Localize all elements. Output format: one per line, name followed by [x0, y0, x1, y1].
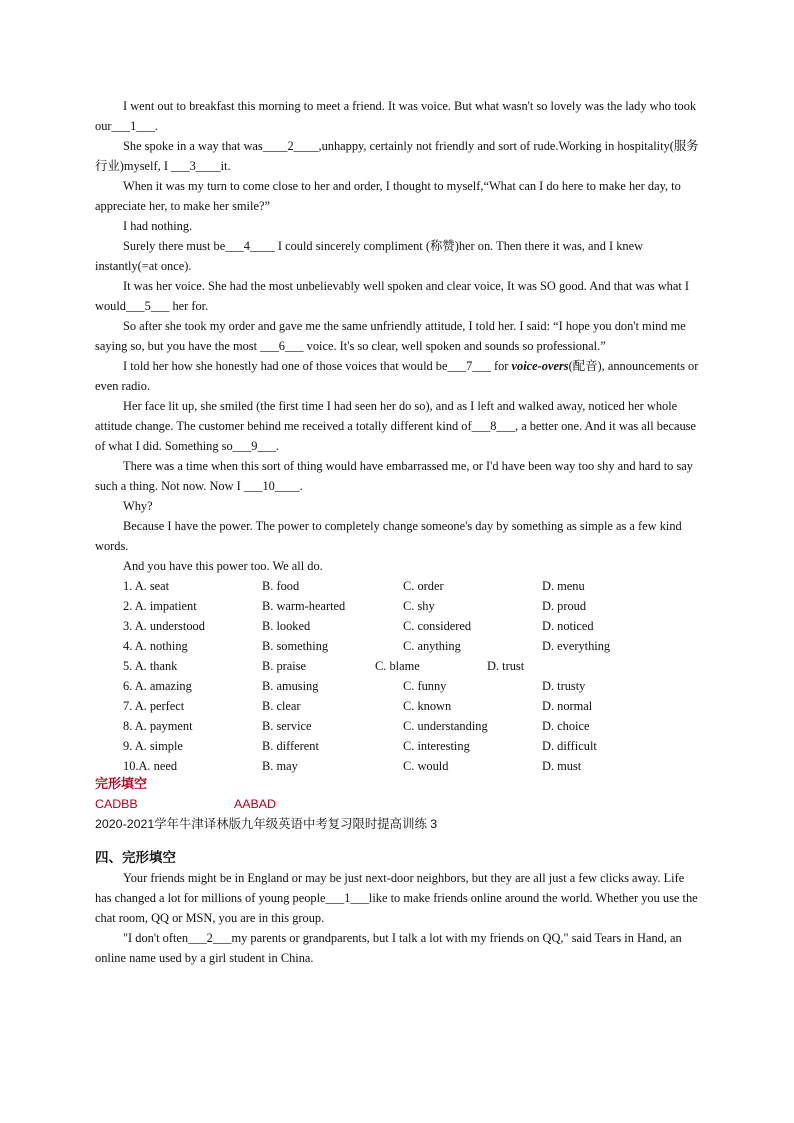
- option-row: [95, 696, 700, 716]
- option-row: [95, 576, 700, 596]
- answer-header: 完形填空: [95, 777, 148, 792]
- option-row: [95, 736, 700, 756]
- option-c: C. considered: [403, 619, 472, 633]
- option-c: C. known: [403, 699, 452, 713]
- option-b: B. praise: [262, 659, 307, 673]
- option-a: 1. A. seat: [123, 579, 170, 593]
- paragraph: And you have this power too. We all do.: [123, 559, 323, 573]
- option-d: D. trusty: [542, 679, 586, 693]
- bold-term: voice-overs: [511, 359, 569, 373]
- passage-1: [95, 96, 700, 576]
- document-page: [95, 96, 700, 968]
- option-row: [95, 636, 700, 656]
- paragraph: Your friends might be in England or may be just next-door neighbors, but they are all just a few clicks away. Life has changed a lot for millions of young people___1___like to make friends online around the world. Whether you use the chat room, QQ or MSN, you are in this group.: [95, 871, 698, 925]
- option-c: C. blame: [375, 659, 420, 673]
- paragraph: Surely there must be___4____ I could sincerely compliment (称赞)her on. Then there it was, and I knew instantly(=at once).: [95, 239, 644, 273]
- option-d: D. proud: [542, 599, 587, 613]
- option-d: D. trust: [487, 659, 525, 673]
- option-a: 7. A. perfect: [123, 699, 185, 713]
- option-a: 2. A. impatient: [123, 599, 197, 613]
- paragraph: Because I have the power. The power to completely change someone's day by something as simple as a few kind words.: [95, 519, 682, 553]
- option-d: D. difficult: [542, 739, 597, 753]
- option-b: B. amusing: [262, 679, 319, 693]
- paragraph: When it was my turn to come close to her and order, I thought to myself,“What can I do here to make her day, to appreciate her, to make her smile?”: [95, 179, 681, 213]
- paragraph: "I don't often___2___my parents or grandparents, but I talk a lot with my friends on QQ," said Tears in Hand, an online name used by a girl student in China.: [95, 931, 682, 965]
- option-a: 9. A. simple: [123, 739, 183, 753]
- option-b: B. looked: [262, 619, 311, 633]
- option-c: C. shy: [403, 599, 435, 613]
- option-c: C. order: [403, 579, 444, 593]
- option-d: D. everything: [542, 639, 611, 653]
- section-title: 四、完形填空: [95, 850, 176, 866]
- options-list: [95, 576, 700, 776]
- paragraph: There was a time when this sort of thing would have embarrassed me, or I'd have been way too shy and hard to say such a thing. Not now. Now I ___10____.: [95, 459, 693, 493]
- option-c: C. anything: [403, 639, 461, 653]
- option-row: [95, 676, 700, 696]
- option-a: 5. A. thank: [123, 659, 178, 673]
- paragraph: She spoke in a way that was____2____,unhappy, certainly not friendly and sort of rude.Working in hospitality(服务行业)myself, I ___3____it.: [95, 139, 699, 173]
- option-c: C. interesting: [403, 739, 470, 753]
- option-c: C. understanding: [403, 719, 488, 733]
- option-row: [95, 716, 700, 736]
- paragraph: Her face lit up, she smiled (the first time I had seen her do so), and as I left and walked away, noticed her whole attitude change. The customer behind me received a totally different kind of___8___, a better one. And it was all because of what I did. Something so___9___.: [95, 399, 696, 453]
- option-b: B. warm-hearted: [262, 599, 346, 613]
- paragraph: It was her voice. She had the most unbelievably well spoken and clear voice, It was SO good. And that was what I would___5___ her for.: [95, 279, 690, 313]
- option-a: 10.A. need: [123, 759, 178, 773]
- paragraph-voice-overs: [95, 356, 700, 396]
- paragraph: I went out to breakfast this morning to meet a friend. It was voice. But what wasn't so lovely was the lady who took our___1___.: [95, 99, 697, 133]
- paragraph-text: I told her how she honestly had one of those voices that would be___7___ for: [123, 359, 512, 373]
- option-row: [95, 616, 700, 636]
- paragraph: So after she took my order and gave me the same unfriendly attitude, I told her. I said: “I hope you don't mind me saying so, but you have the most ___6___ voice. It's so clear, well spoken and sounds so professional.”: [95, 319, 686, 353]
- option-a: 6. A. amazing: [123, 679, 192, 693]
- option-b: B. clear: [262, 699, 301, 713]
- source-line: 2020-2021学年牛津译林版九年级英语中考复习限时提高训练 3: [95, 817, 438, 831]
- option-d: D. menu: [542, 579, 585, 593]
- answer-group: CADBB: [95, 797, 138, 811]
- option-a: 3. A. understood: [123, 619, 205, 633]
- option-a: 4. A. nothing: [123, 639, 188, 653]
- option-row: [95, 756, 700, 776]
- paragraph: I had nothing.: [123, 219, 193, 233]
- option-c: C. would: [403, 759, 449, 773]
- option-b: B. something: [262, 639, 329, 653]
- paragraph: Why?: [123, 499, 153, 513]
- option-row: [95, 656, 700, 676]
- option-d: D. choice: [542, 719, 590, 733]
- option-d: D. must: [542, 759, 582, 773]
- option-c: C. funny: [403, 679, 447, 693]
- option-d: D. normal: [542, 699, 593, 713]
- answer-group: AABAD: [234, 797, 277, 811]
- option-b: B. food: [262, 579, 300, 593]
- option-a: 8. A. payment: [123, 719, 193, 733]
- option-row: [95, 596, 700, 616]
- answer-key: [95, 794, 700, 814]
- option-b: B. different: [262, 739, 319, 753]
- option-b: B. may: [262, 759, 298, 773]
- option-b: B. service: [262, 719, 312, 733]
- paragraph-text: (配音), announcements or even radio.: [95, 359, 699, 393]
- option-d: D. noticed: [542, 619, 594, 633]
